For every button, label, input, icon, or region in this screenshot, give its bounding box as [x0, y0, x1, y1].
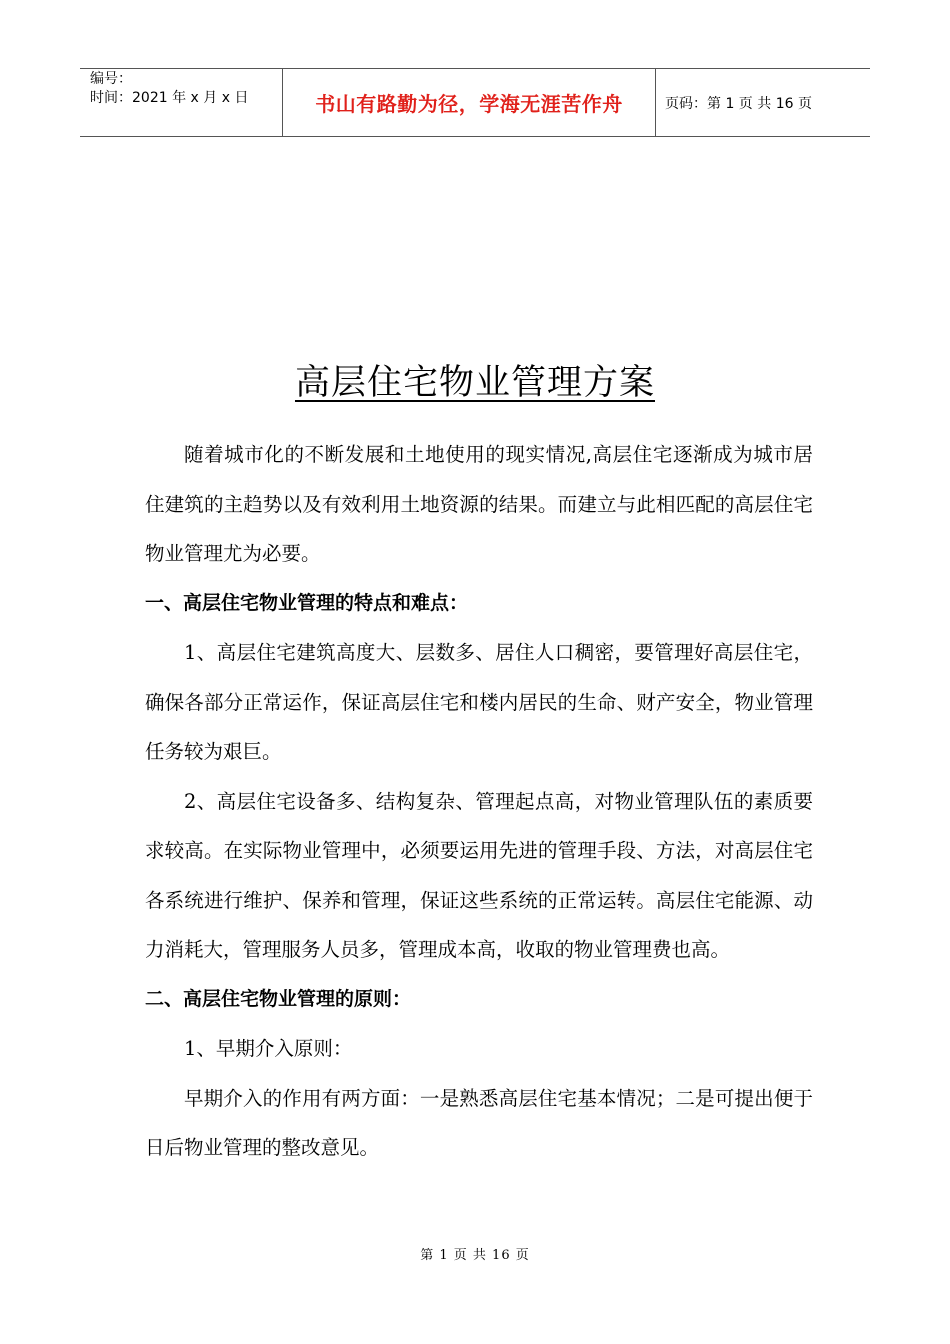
- number-label: 编号：: [90, 71, 132, 87]
- section-1-paragraph-1: 1、高层住宅建筑高度大、层数多、居住人口稠密，要管理好高层住宅，确保各部分正常运作，保证高层住宅和楼内居民的生命、财产安全，物业管理任务较为艰巨。: [145, 641, 813, 763]
- page-footer: 第 1 页 共 16 页: [420, 1248, 530, 1263]
- section-1-paragraph-2: 2、高层住宅设备多、结构复杂、管理起点高，对物业管理队伍的素质要求较高。在实际物业管理中，必须要运用先进的管理手段、方法，对高层住宅各系统进行维护、保养和管理，保证这些系统的正常运转。高层住宅能源、动力消耗大，管理服务人员多，管理成本高，收取的物业管理费也高。: [145, 789, 813, 961]
- header-motto: 书山有路勤为径，学海无涯苦作舟: [282, 69, 656, 136]
- section-1-heading: 一、高层住宅物业管理的特点和难点：: [145, 591, 469, 614]
- section-2-paragraph-2: 早期介入的作用有两方面：一是熟悉高层住宅基本情况；二是可提出便于日后物业管理的整改意见。: [145, 1086, 813, 1159]
- document-header: [80, 68, 870, 137]
- section-2-heading: 二、高层住宅物业管理的原则：: [145, 987, 412, 1010]
- header-page-info: 页码：第 1 页 共 16 页: [665, 95, 812, 112]
- time-label: 时间：2021 年 x 月 x 日: [90, 90, 249, 106]
- document-body: [145, 430, 813, 1173]
- document-title-wrapper: [0, 358, 950, 408]
- intro-paragraph: 随着城市化的不断发展和土地使用的现实情况,高层住宅逐渐成为城市居住建筑的主趋势以及有效利用土地资源的结果。而建立与此相匹配的高层住宅物业管理尤为必要。: [145, 443, 813, 565]
- header-meta: [80, 69, 282, 136]
- section-2-paragraph-1: 1、早期介入原则：: [184, 1037, 353, 1060]
- document-title: 高层住宅物业管理方案: [294, 363, 655, 403]
